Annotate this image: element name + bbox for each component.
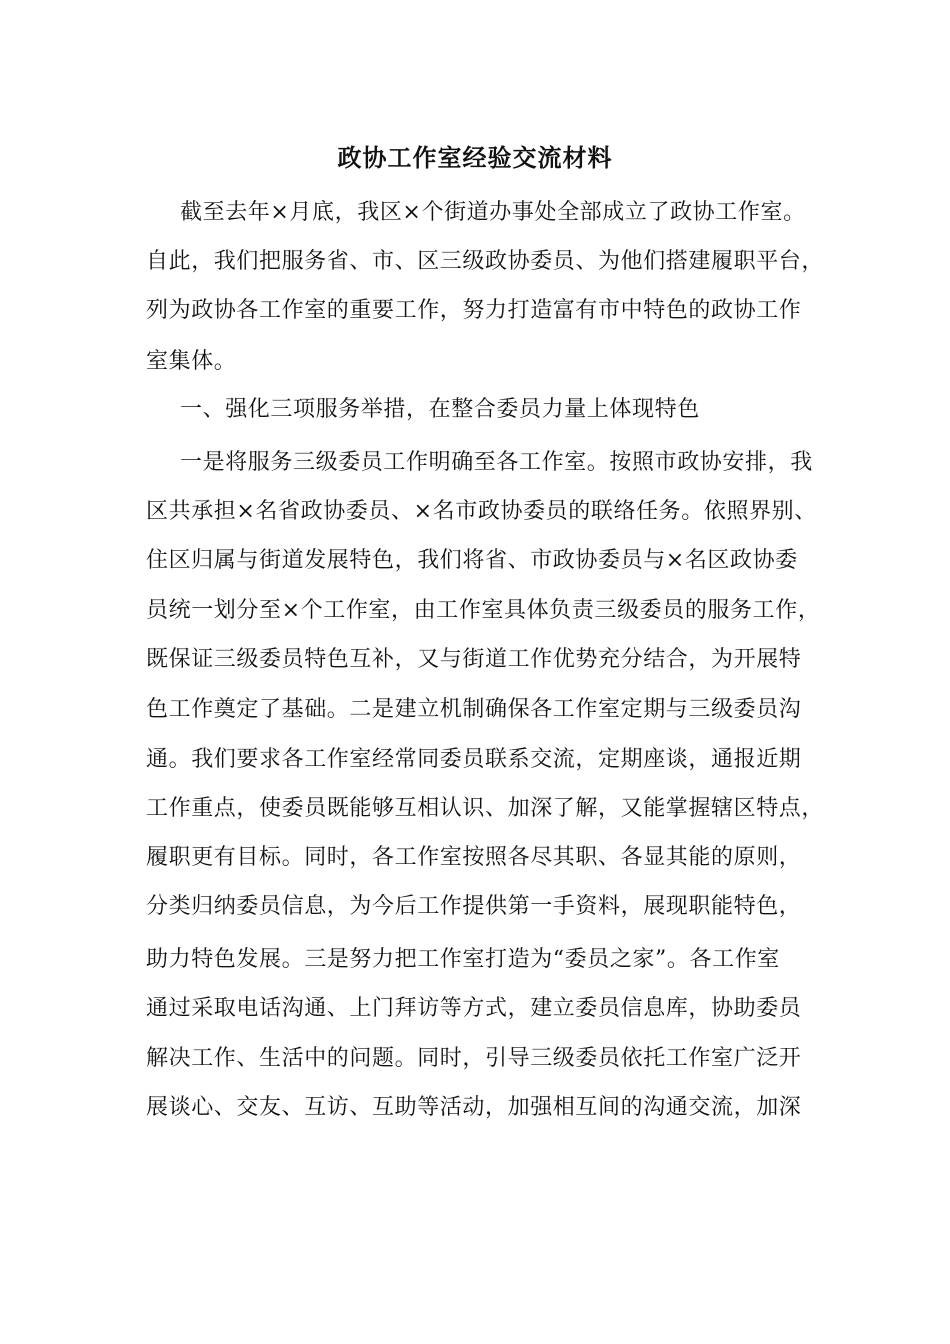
paragraph-line: 展谈心、交友、互访、互助等活动，加强相互间的沟通交流，加深 bbox=[146, 1095, 802, 1120]
paragraph-line: 室集体。 bbox=[146, 349, 237, 374]
paragraph-line: 工作重点，使委员既能够互相认识、加深了解，又能掌握辖区特点， bbox=[146, 796, 825, 821]
paragraph-line: 色工作奠定了基础。二是建立机制确保各工作室定期与三级委员沟 bbox=[146, 697, 802, 722]
paragraph-line: 助力特色发展。三是努力把工作室打造为“委员之家”。各工作室 bbox=[146, 947, 780, 972]
paragraph-line: 截至去年×月底，我区×个街道办事处全部成立了政协工作室。 bbox=[180, 200, 806, 225]
paragraph-line: 解决工作、生活中的问题。同时，引导三级委员依托工作室广泛开 bbox=[146, 1046, 802, 1071]
paragraph-line: 自此，我们把服务省、市、区三级政协委员、为他们搭建履职平台， bbox=[146, 249, 825, 274]
section-heading: 一、强化三项服务举措，在整合委员力量上体现特色 bbox=[180, 397, 700, 422]
paragraph-line: 列为政协各工作室的重要工作，努力打造富有市中特色的政协工作 bbox=[146, 298, 802, 323]
paragraph-line: 既保证三级委员特色互补，又与街道工作优势充分结合，为开展特 bbox=[146, 647, 802, 672]
paragraph-line: 一是将服务三级委员工作明确至各工作室。按照市政协安排，我 bbox=[180, 450, 813, 475]
document-title: 政协工作室经验交流材料 bbox=[337, 143, 613, 172]
paragraph-line: 区共承担×名省政协委员、×名市政协委员的联络任务。依照界别、 bbox=[146, 499, 817, 524]
paragraph-line: 通。我们要求各工作室经常同委员联系交流，定期座谈，通报近期 bbox=[146, 747, 802, 772]
paragraph-line: 通过采取电话沟通、上门拜访等方式，建立委员信息库，协助委员 bbox=[146, 996, 802, 1021]
paragraph-line: 住区归属与街道发展特色，我们将省、市政协委员与×名区政协委 bbox=[146, 548, 798, 573]
paragraph-line: 履职更有目标。同时，各工作室按照各尽其职、各显其能的原则， bbox=[146, 845, 802, 870]
paragraph-line: 员统一划分至×个工作室，由工作室具体负责三级委员的服务工作， bbox=[146, 598, 821, 623]
paragraph-line: 分类归纳委员信息，为今后工作提供第一手资料，展现职能特色， bbox=[146, 894, 802, 919]
